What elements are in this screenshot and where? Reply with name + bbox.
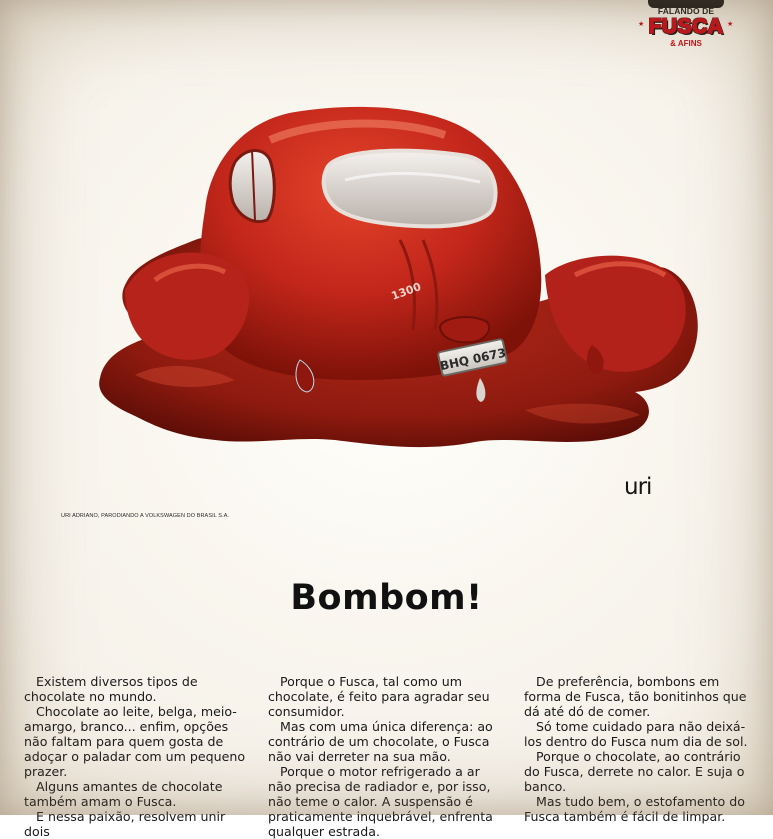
paragraph: De preferência, bombons em forma de Fusca, tão bonitinhos que dá até dó de comer. bbox=[524, 674, 747, 719]
star-icon: ★ bbox=[638, 21, 645, 28]
car-body bbox=[200, 107, 541, 380]
paragraph: Porque o Fusca, tal como um chocolate, é feito para agradar seu consumidor. bbox=[268, 674, 490, 719]
rear-window bbox=[324, 151, 496, 227]
body-column-3 bbox=[524, 674, 756, 824]
falando-de-fusca-logo bbox=[636, 0, 736, 56]
body-column-1 bbox=[24, 674, 246, 839]
paragraph: Porque o motor refrigerado a ar não precisa de radiador e, por isso, não teme o calor. A suspensão é praticamente inquebrável, enfrenta qualquer estrada. bbox=[268, 764, 493, 839]
melting-beetle-illustration bbox=[95, 90, 715, 460]
star-icon: ★ bbox=[727, 21, 734, 28]
paragraph: Mas com uma única diferença: ao contrário de um chocolate, o Fusca não vai derreter na sua mão. bbox=[268, 719, 493, 764]
engine-handle bbox=[440, 317, 489, 342]
badge-1300: 1300 bbox=[389, 280, 423, 303]
paragraph: Só tome cuidado para não deixá-los dentro do Fusca num dia de sol. bbox=[524, 719, 748, 749]
paragraph: Chocolate ao leite, belga, meio-amargo, branco... enfim, opções não faltam para quem gosta de adoçar o paladar com um pequeno prazer. bbox=[24, 704, 246, 779]
plate-text: BHQ 0673 bbox=[438, 345, 508, 374]
headline: Bombom! bbox=[290, 578, 483, 618]
paragraph: E nessa paixão, resolvem unir dois bbox=[24, 809, 226, 839]
logo-main-text: FUSCA bbox=[648, 15, 724, 38]
logo-bottom-line: & AFINS bbox=[670, 39, 702, 48]
paragraph: Mas tudo bem, o estofamento do Fusca também é fácil de limpar. bbox=[524, 794, 745, 824]
illustration-credit: URI ADRIANO, PARODIANDO A VOLKSWAGEN DO BRASIL S.A. bbox=[61, 513, 230, 519]
paragraph: Alguns amantes de chocolate também amam o Fusca. bbox=[24, 779, 223, 809]
paragraph: Porque o chocolate, ao contrário do Fusca, derrete no calor. E suja o banco. bbox=[524, 749, 745, 794]
artist-signature: uri bbox=[624, 474, 652, 500]
body-column-2 bbox=[268, 674, 506, 839]
logo-top-line: FALANDO DE bbox=[657, 6, 715, 16]
paragraph: Existem diversos tipos de chocolate no mundo. bbox=[24, 674, 198, 704]
